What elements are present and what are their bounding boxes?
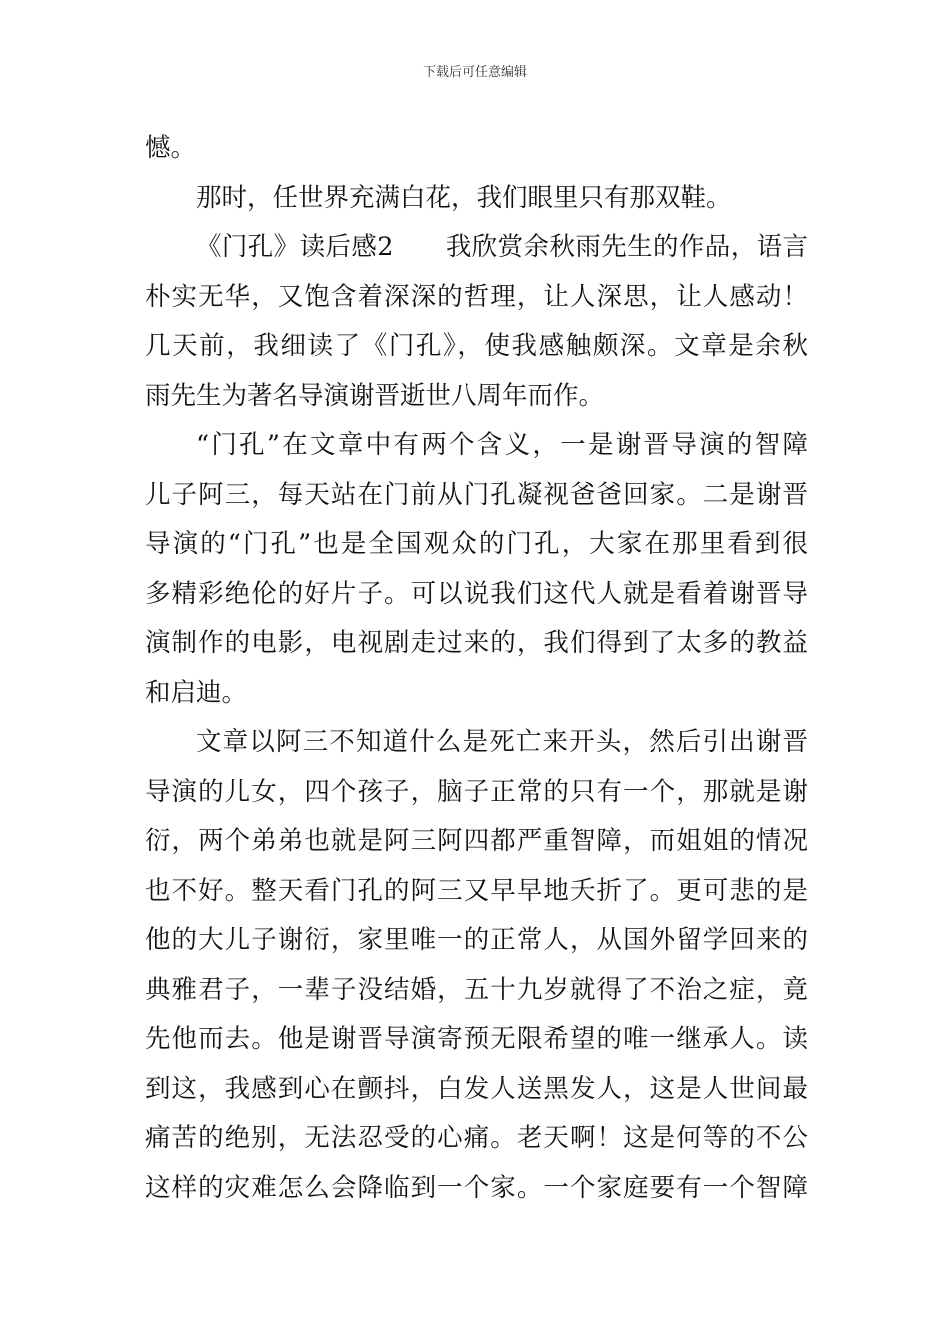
document-body (145, 124, 808, 1213)
text-line: 衍，两个弟弟也就是阿三阿四都严重智障，而姐姐的情况 (145, 826, 808, 856)
text-line: 憾。 (145, 133, 197, 163)
text-line: 文章以阿三不知道什么是死亡来开头，然后引出谢晋 (196, 727, 808, 757)
text-line: 朴实无华，又饱含着深深的哲理，让人深思，让人感动！ (145, 281, 808, 312)
paragraph (145, 718, 808, 1213)
text-line: 也不好。整天看门孔的阿三又早早地夭折了。更可悲的是 (145, 875, 808, 906)
text-line: 导演的儿女，四个孩子，脑子正常的只有一个，那就是谢 (145, 776, 808, 807)
text-line: 儿子阿三，每天站在门前从门孔凝视爸爸回家。二是谢晋 (145, 479, 808, 510)
page-header: 下载后可任意编辑 (422, 65, 527, 80)
text-line: “门孔”在文章中有两个含义，一是谢晋导演的智障 (196, 430, 808, 460)
text-line: 他的大儿子谢衍，家里唯一的正常人，从国外留学回来的 (145, 925, 808, 955)
title-line (145, 223, 808, 273)
text-segment: 我欣赏余秋雨先生的作品，语言 (445, 232, 808, 262)
paragraph-fragment (145, 124, 808, 174)
text-line: 到这，我感到心在颤抖，白发人送黑发人，这是人世间最 (145, 1073, 808, 1104)
essay-title: 《门孔》读后感2 (196, 232, 394, 262)
text-line: 这样的灾难怎么会降临到一个家。一个家庭要有一个智障 (145, 1172, 808, 1203)
text-line: 演制作的电影，电视剧走过来的，我们得到了太多的教益 (145, 628, 808, 658)
text-line: 和启迪。 (145, 677, 248, 708)
paragraph (145, 421, 808, 718)
text-line: 那时，任世界充满白花，我们眼里只有那双鞋。 (196, 182, 732, 213)
text-line: 雨先生为著名导演谢晋逝世八周年而作。 (145, 380, 605, 411)
text-line: 痛苦的绝别，无法忍受的心痛。老天啊！这是何等的不公 (145, 1123, 808, 1153)
text-line: 典雅君子，一辈子没结婚，五十九岁就得了不治之症，竟 (145, 974, 808, 1005)
text-line: 先他而去。他是谢晋导演寄预无限希望的唯一继承人。读 (145, 1024, 808, 1054)
text-line: 多精彩绝伦的好片子。可以说我们这代人就是看着谢晋导 (145, 578, 808, 609)
paragraph (145, 174, 808, 224)
text-line: 几天前，我细读了《门孔》，使我感触颇深。文章是余秋 (145, 331, 808, 361)
text-line: 导演的“门孔”也是全国观众的门孔，大家在那里看到很 (145, 529, 808, 559)
paragraph-with-title (145, 223, 808, 421)
